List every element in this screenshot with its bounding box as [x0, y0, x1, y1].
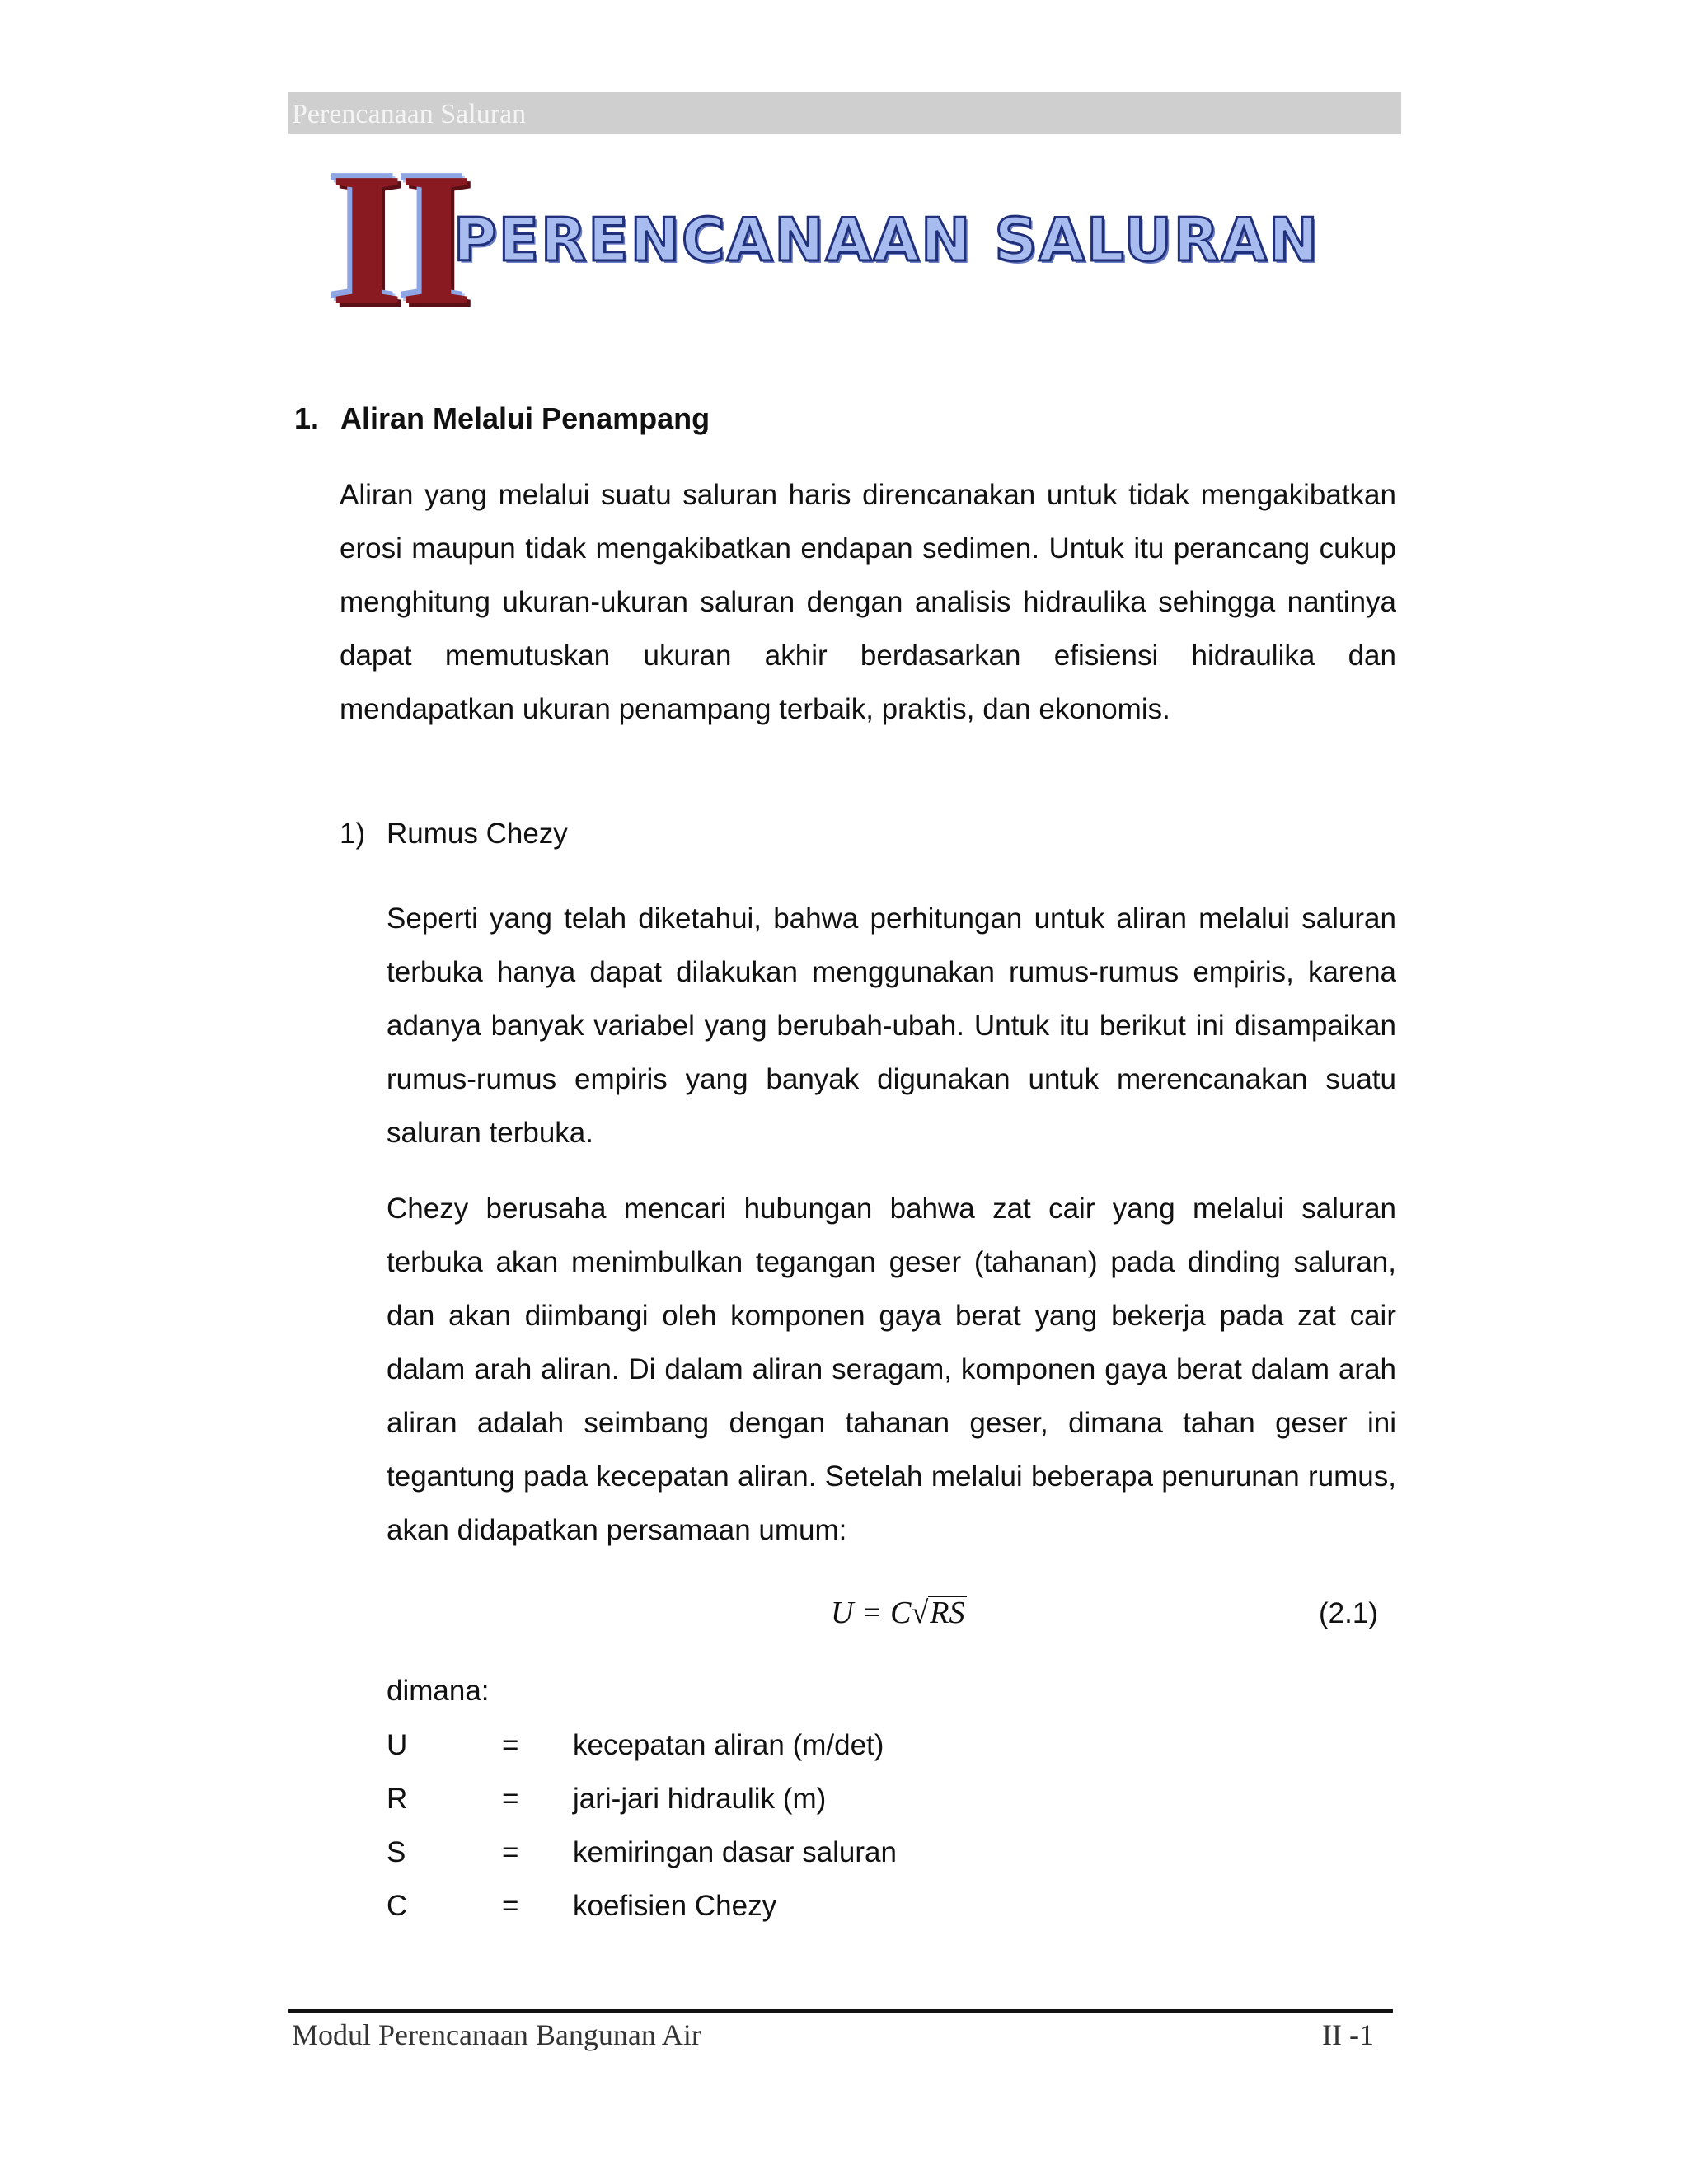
equation-radicand: RS: [930, 1596, 965, 1630]
definition-equals: =: [502, 1729, 519, 1761]
definition-text: jari-jari hidraulik (m): [573, 1783, 827, 1815]
definition-symbol: U: [387, 1729, 408, 1761]
footer-rule: [288, 2009, 1393, 2013]
subsection-heading: [340, 818, 568, 851]
definition-symbol: C: [387, 1890, 408, 1922]
chapter-title-text: PERENCANAAN SALURAN: [453, 205, 1320, 274]
subsection-title: Rumus Chezy: [387, 818, 568, 850]
chapter-numeral-text: II: [330, 134, 469, 345]
definition-row: [387, 1729, 897, 1783]
equation-lhs: U = C: [831, 1596, 912, 1630]
definition-list: [387, 1729, 897, 1943]
definition-equals: =: [502, 1783, 519, 1815]
chapter-title: [453, 205, 1401, 276]
subsection-number: 1): [340, 818, 366, 850]
equation-number: (2.1): [1319, 1597, 1378, 1629]
definition-text: kecepatan aliran (m/det): [573, 1729, 884, 1761]
subsection-paragraph-1: Seperti yang telah diketahui, bahwa perhitungan untuk aliran melalui saluran terbuka hanya dapat dilakukan menggunakan rumus-rumus empiris, karena adanya banyak variabel yang berubah-ubah. Untuk itu berikut ini disampaikan rumus-rumus empiris yang banyak digunakan untuk merencanakan suatu saluran terbuka.: [387, 902, 1396, 1149]
footer-page-number: II -1: [1322, 2018, 1374, 2051]
definition-text: koefisien Chezy: [573, 1890, 777, 1922]
running-header-text: Perencanaan Saluran: [292, 99, 527, 129]
chapter-numeral: [330, 134, 469, 345]
section-title: Aliran Melalui Penampang: [340, 401, 710, 435]
where-label: dimana:: [387, 1675, 490, 1707]
running-header: [288, 92, 1401, 134]
footer-module-title: Modul Perencanaan Bangunan Air: [292, 2018, 701, 2051]
definition-equals: =: [502, 1836, 519, 1868]
definition-text: kemiringan dasar saluran: [573, 1836, 897, 1868]
definition-symbol: S: [387, 1836, 406, 1868]
definition-equals: =: [502, 1890, 519, 1922]
definition-row: [387, 1836, 897, 1890]
definition-row: [387, 1783, 897, 1836]
chezy-equation: [831, 1595, 967, 1631]
section-heading: [294, 401, 710, 436]
definition-symbol: R: [387, 1783, 408, 1815]
section-intro-paragraph: Aliran yang melalui suatu saluran haris direncanakan untuk tidak mengakibatkan erosi maupun tidak mengakibatkan endapan sedimen. Untuk itu perancang cukup menghitung ukuran-ukuran saluran dengan analisis hidraulika sehingga nantinya dapat memutuskan ukuran akhir berdasarkan efisiensi hidraulika dan mendapatkan ukuran penampang terbaik, praktis, dan ekonomis.: [340, 479, 1396, 725]
section-number: 1.: [294, 401, 320, 435]
subsection-paragraph-2: Chezy berusaha mencari hubungan bahwa zat cair yang melalui saluran terbuka akan menimbulkan tegangan geser (tahanan) pada dinding saluran, dan akan diimbangi oleh komponen gaya berat yang bekerja pada zat cair dalam arah aliran. Di dalam aliran seragam, komponen gaya berat dalam arah aliran adalah seimbang dengan tahanan geser, dimana tahan geser ini tegantung pada kecepatan aliran. Setelah melalui beberapa penurunan rumus, akan didapatkan persamaan umum:: [387, 1193, 1396, 1546]
radical-sign: √: [911, 1596, 929, 1630]
definition-row: [387, 1890, 897, 1943]
